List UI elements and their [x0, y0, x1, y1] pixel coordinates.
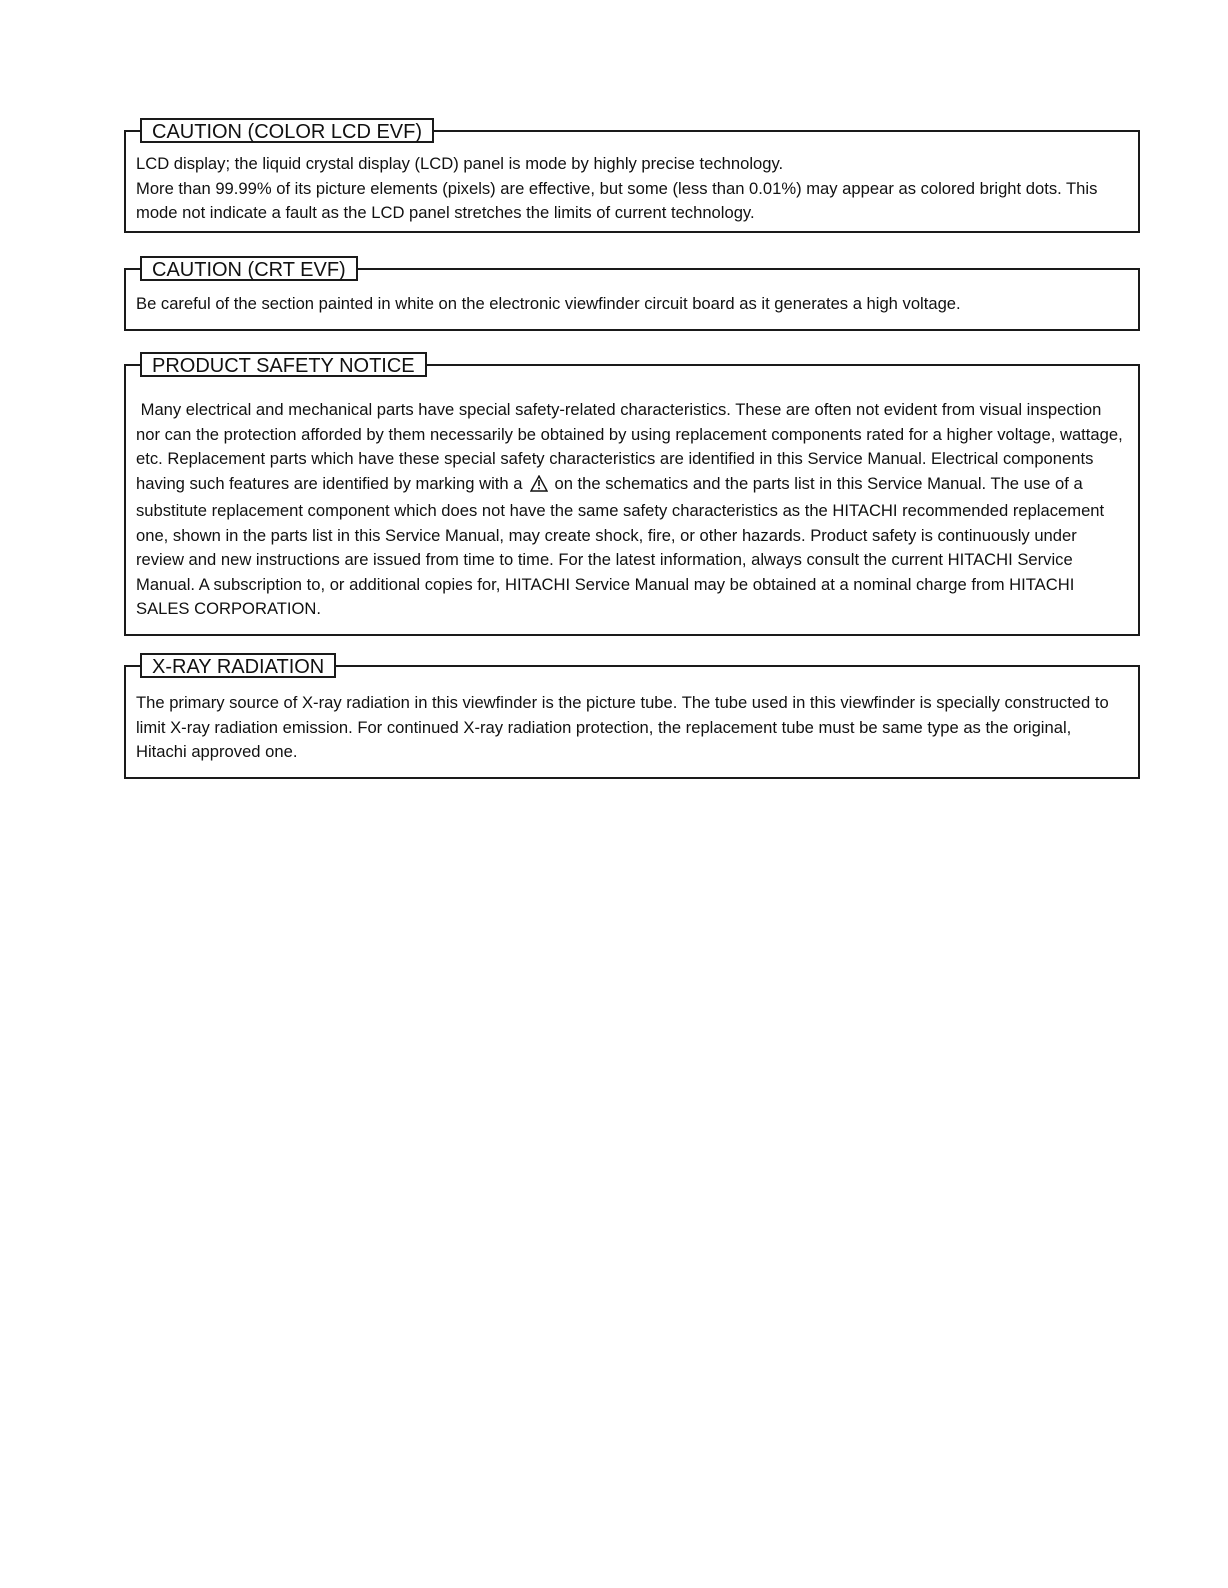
- notice-text-after-icon: on the schematics and the parts list in this Service Manual. The use of a substitute replacement component which does not have the same safety characteristics as the HITACHI recommended replacement one, shown in the parts list in this Service Manual, may create shock, fire, or other hazards. Product safety is continuously under review and new instructions are issued from time to time. For the latest information, always consult the current HITACHI Service Manual. A subscription to, or additional copies for, HITACHI Service Manual may be obtained at a nominal charge from HITACHI SALES CORPORATION.: [136, 473, 1105, 618]
- notice-paragraph: [136, 398, 1126, 622]
- notice-title: CAUTION (COLOR LCD EVF): [140, 118, 434, 143]
- notice-body: [126, 366, 1138, 622]
- warning-triangle-icon: [530, 475, 548, 500]
- notice-paragraph: The primary source of X-ray radiation in this viewfinder is the picture tube. The tube used in this viewfinder is specially constructed to limit X-ray radiation emission. For continued X-ray radiation protection, the replacement tube must be same type as the original, Hitachi approved one.: [136, 693, 1109, 761]
- x-ray-radiation-box: [124, 656, 1140, 779]
- notice-title: PRODUCT SAFETY NOTICE: [140, 352, 427, 377]
- notice-body: [126, 132, 1138, 226]
- notice-title: X-RAY RADIATION: [140, 653, 336, 678]
- notice-paragraph: LCD display; the liquid crystal display (LCD) panel is mode by highly precise technology.: [136, 154, 784, 173]
- notice-paragraph: More than 99.99% of its picture elements (pixels) are effective, but some (less than 0.01%) may appear as colored bright dots. This mode not indicate a fault as the LCD panel stretches the limits of current technology.: [136, 178, 1098, 222]
- product-safety-notice-box: [124, 355, 1140, 636]
- caution-color-lcd-evf-box: [124, 121, 1140, 233]
- caution-crt-evf-box: [124, 259, 1140, 331]
- notice-text-before-icon: Many electrical and mechanical parts have special safety-related characteristics. These are often not evident from visual inspection nor can the protection afforded by them necessarily be obtained by using replacement components rated for a higher voltage, wattage, etc. Replacement parts which have these special safety characteristics are identified in this Service Manual. Electrical components having such features are identified by marking with a: [136, 400, 1123, 493]
- notice-body: [126, 667, 1138, 765]
- notice-title: CAUTION (CRT EVF): [140, 256, 358, 281]
- notice-paragraph: Be careful of the section painted in white on the electronic viewfinder circuit board as it generates a high voltage.: [136, 294, 961, 313]
